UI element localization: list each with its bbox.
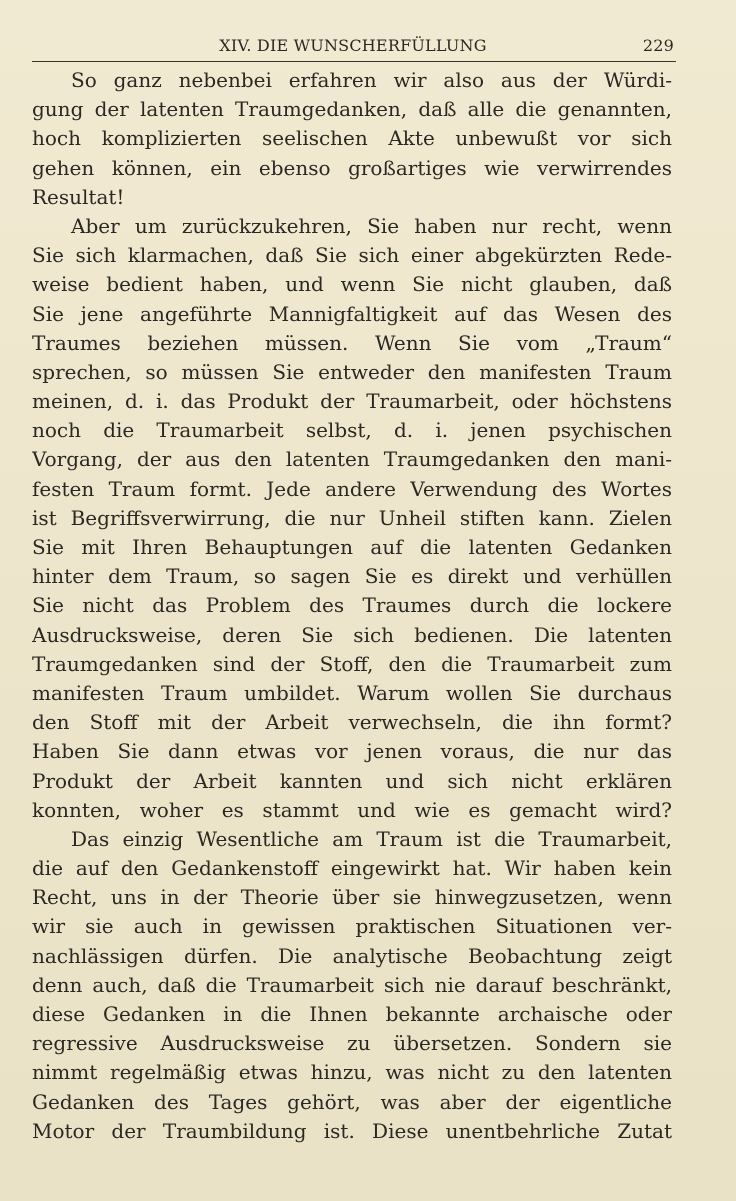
text-line: Traumgedanken sind der Stoff, den die Traumarbeit zum (32, 651, 672, 676)
text-line: Sie sich klarmachen, daß Sie sich einer abgekürzten Rede- (32, 243, 672, 268)
text-line: Sie jene angeführte Mannigfaltigkeit auf das Wesen des (32, 301, 672, 326)
text-line: ist Begriffsverwirrung, die nur Unheil stiften kann. Zielen (32, 505, 672, 530)
text-line: Vorgang, der aus den latenten Traumgedanken den mani- (32, 447, 672, 472)
text-line: gehen können, ein ebenso großartiges wie verwirrendes (32, 155, 672, 180)
page-number: 229 (642, 36, 674, 55)
text-line: konnten, woher es stammt und wie es gemacht wird? (32, 797, 672, 822)
text-line: nimmt regelmäßig etwas hinzu, was nicht zu den latenten (32, 1060, 672, 1085)
running-head (32, 36, 674, 60)
text-line: diese Gedanken in die Ihnen bekannte archaische oder (32, 1002, 672, 1026)
text-line: Das einzig Wesentliche am Traum ist die Traumarbeit, (71, 826, 672, 851)
text-line: Produkt der Arbeit kannten und sich nicht erklären (32, 768, 672, 793)
text-line: So ganz nebenbei erfahren wir also aus der Würdi- (71, 68, 672, 92)
text-line: den Stoff mit der Arbeit verwechseln, die ihn formt? (32, 710, 672, 735)
text-line: Sie nicht das Problem des Traumes durch die lockere (32, 593, 672, 618)
text-line: Sie mit Ihren Behauptungen auf die latenten Gedanken (32, 535, 672, 559)
text-line: hoch komplizierten seelischen Akte unbewußt vor sich (32, 126, 672, 151)
body-text (32, 66, 672, 1146)
text-line: meinen, d. i. das Produkt der Traumarbeit, oder höchstens (32, 389, 672, 414)
text-line: Aber um zurückzukehren, Sie haben nur recht, wenn (71, 213, 672, 238)
text-line: manifesten Traum umbildet. Warum wollen Sie durchaus (32, 680, 672, 705)
chapter-title: XIV. DIE WUNSCHERFÜLLUNG (219, 36, 487, 55)
text-line: die auf den Gedankenstoff eingewirkt hat. Wir haben kein (32, 856, 672, 881)
text-line: Recht, uns in der Theorie über sie hinwegzusetzen, wenn (32, 885, 672, 910)
text-line: weise bedient haben, und wenn Sie nicht glauben, daß (32, 272, 672, 297)
text-line: Gedanken des Tages gehört, was aber der eigentliche (32, 1089, 672, 1114)
text-line: Traumes beziehen müssen. Wenn Sie vom „Traum“ (32, 330, 672, 355)
text-line: sprechen, so müssen Sie entweder den manifesten Traum (32, 359, 672, 384)
text-line: Haben Sie dann etwas vor jenen voraus, die nur das (32, 739, 672, 764)
text-line: Motor der Traumbildung ist. Diese unentbehrliche Zutat (32, 1118, 672, 1143)
text-line: regressive Ausdrucksweise zu übersetzen. Sondern sie (32, 1031, 672, 1056)
text-line: noch die Traumarbeit selbst, d. i. jenen psychischen (32, 418, 672, 443)
text-line: Resultat! (32, 184, 125, 209)
text-line: denn auch, daß die Traumarbeit sich nie darauf beschränkt, (32, 972, 672, 997)
text-line: festen Traum formt. Jede andere Verwendung des Wortes (32, 476, 672, 501)
text-line: nachlässigen dürfen. Die analytische Beobachtung zeigt (32, 943, 672, 968)
header-rule (32, 61, 676, 62)
text-line: Ausdrucksweise, deren Sie sich bedienen. Die latenten (32, 622, 672, 647)
text-line: hinter dem Traum, so sagen Sie es direkt und verhüllen (32, 564, 672, 589)
text-line: gung der latenten Traumgedanken, daß alle die genannten, (32, 97, 672, 122)
text-line: wir sie auch in gewissen praktischen Situationen ver- (32, 914, 672, 939)
